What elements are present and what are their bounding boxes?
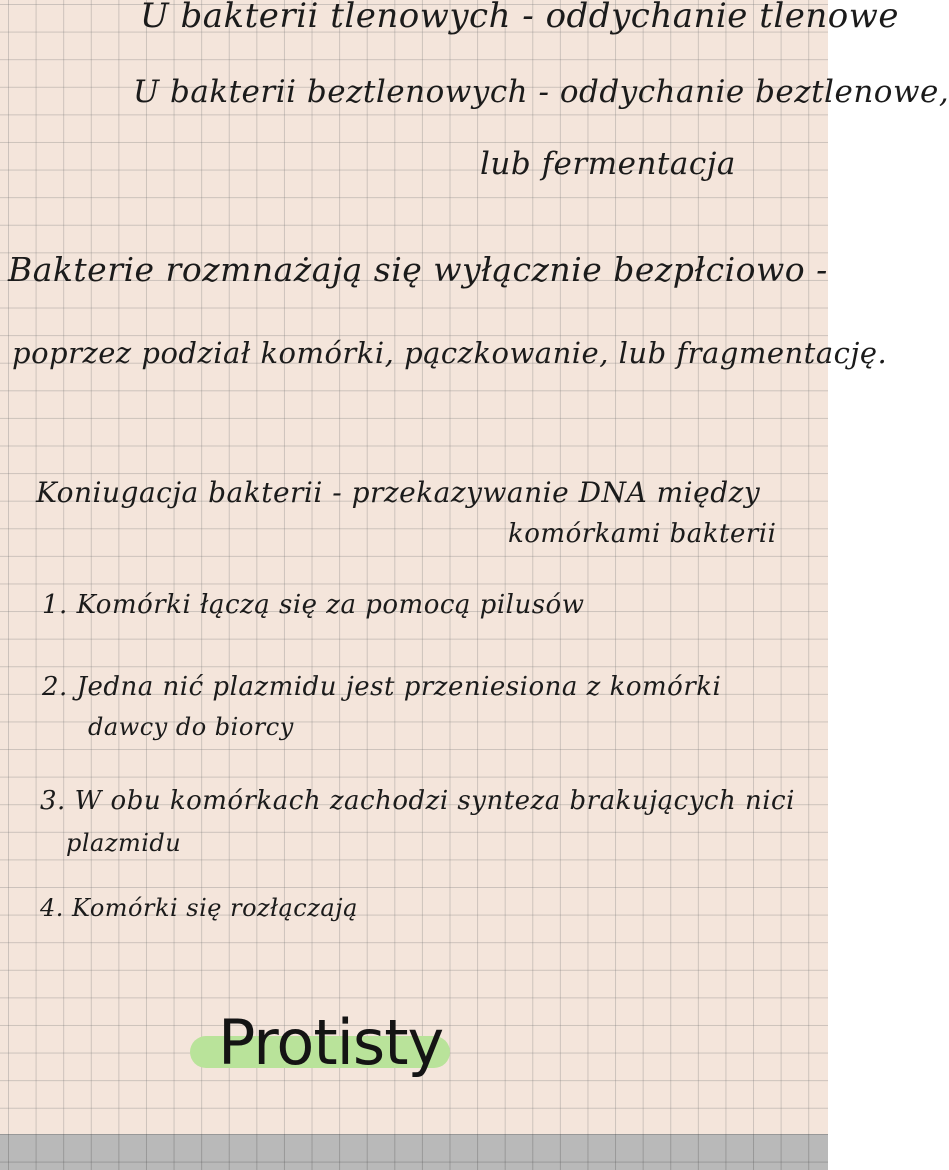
conjugation-step-3-cont: plazmidu bbox=[66, 829, 182, 857]
note-line-anaerobic: U bakterii beztlenowych - oddychanie beztlenowe, bbox=[133, 74, 949, 110]
note-line-reproduction-methods: poprzez podział komórki, pączkowanie, lub fragmentację. bbox=[12, 336, 888, 370]
note-line-fermentation: lub fermentacja bbox=[480, 146, 736, 182]
conjugation-step-3: 3. W obu komórkach zachodzi synteza brakujących nici bbox=[40, 786, 795, 816]
conjugation-definition: Koniugacja bakterii - przekazywanie DNA między bbox=[36, 476, 761, 509]
page-bottom-strip bbox=[0, 1134, 828, 1170]
conjugation-step-2-cont: dawcy do biorcy bbox=[88, 713, 294, 741]
conjugation-step-2: 2. Jedna nić plazmidu jest przeniesiona z komórki bbox=[42, 672, 722, 702]
conjugation-step-1: 1. Komórki łączą się za pomocą pilusów bbox=[42, 590, 585, 620]
note-line-reproduction: Bakterie rozmnażają się wyłącznie bezpłciowo - bbox=[8, 250, 828, 289]
section-heading: Protisty bbox=[218, 1006, 444, 1079]
conjugation-step-4: 4. Komórki się rozłączają bbox=[40, 894, 358, 922]
conjugation-definition-cont: komórkami bakterii bbox=[508, 519, 777, 549]
section-heading-block bbox=[188, 1008, 450, 1098]
note-line-aerobic: U bakterii tlenowych - oddychanie tlenowe bbox=[140, 0, 899, 36]
